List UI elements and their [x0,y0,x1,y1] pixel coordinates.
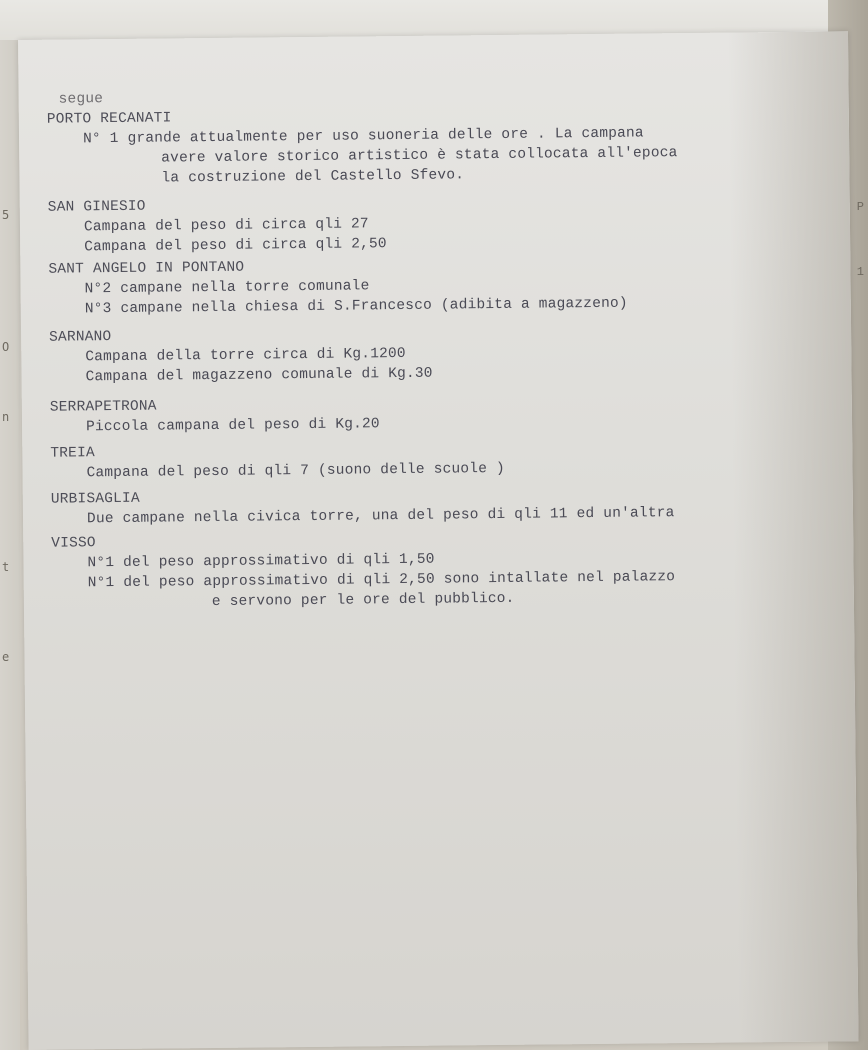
margin-fragment: n [2,410,10,424]
margin-fragment: 1 [856,265,864,279]
place-heading-san-ginesio: SAN GINESIO [47,198,146,216]
entry-line: Campana del peso di qli 7 (suono delle scuole ) [86,460,505,482]
entry-line: N° 1 grande attualmente per uso suoneria delle ore . La campana [82,125,644,148]
underlying-sheet-left [0,40,20,1050]
entry-line: Campana del magazzeno comunale di Kg.30 [85,365,433,386]
margin-fragment: O [2,340,10,354]
entry-continuation: e servono per le ore del pubblico. [211,590,515,610]
place-heading-urbisaglia: URBISAGLIA [50,490,140,508]
entry-line: Campana della torre circa di Kg.1200 [85,345,406,366]
place-heading-porto-recanati: PORTO RECANATI [46,110,172,128]
margin-fragment: 5 [2,208,10,222]
entry-line: Campana del peso di circa qli 2,50 [84,236,387,256]
place-heading-treia: TREIA [50,445,95,462]
margin-fragment: e [2,650,10,664]
entry-line: N°1 del peso approssimativo di qli 2,50 sono intallate nel palazzo [87,569,676,592]
place-heading-sant-angelo: SANT ANGELO IN PONTANO [48,259,245,278]
margin-fragment: P [856,200,864,214]
entry-continuation: la costruzione del Castello Sfevo. [161,167,465,187]
entry-line: N°3 campane nella chiesa di S.Francesco (adibita a magazzeno) [84,295,628,318]
continuation-note: segue [58,91,104,108]
margin-fragment: t [2,560,10,574]
place-heading-sarnano: SARNANO [49,329,112,346]
typewritten-page [18,31,859,1050]
entry-line: Due campane nella civica torre, una del peso di qli 11 ed un'altra [86,505,675,528]
place-heading-serrapetrona: SERRAPETRONA [49,398,157,416]
entry-line: N°2 campane nella torre comunale [84,278,370,298]
entry-continuation: avere valore storico artistico è stata collocata all'epoca [161,145,678,167]
entry-line: Piccola campana del peso di Kg.20 [85,416,380,436]
place-heading-visso: VISSO [51,535,96,552]
entry-line: N°1 del peso approssimativo di qli 1,50 [87,551,435,572]
entry-line: Campana del peso di circa qli 27 [83,216,369,236]
